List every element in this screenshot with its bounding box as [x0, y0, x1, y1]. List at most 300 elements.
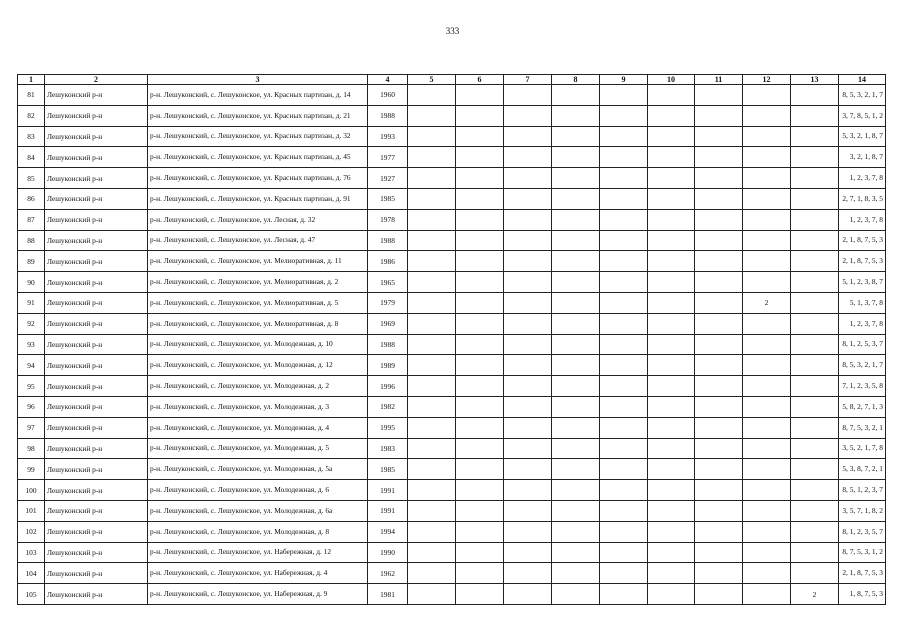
col11-cell [695, 230, 743, 251]
col10-cell [648, 105, 695, 126]
page-number: 333 [445, 26, 460, 36]
col7-cell [504, 459, 552, 480]
row-number-cell: 85 [18, 168, 45, 189]
col7-cell [504, 563, 552, 584]
table-row [18, 230, 886, 251]
col10-cell [648, 251, 695, 272]
col6-cell [456, 480, 504, 501]
address-cell: р-н. Лешуконский, с. Лешуконское, ул. Молодежная, д. 6 [148, 480, 368, 501]
col10-cell [648, 230, 695, 251]
year-cell: 1985 [368, 459, 408, 480]
year-cell: 1978 [368, 209, 408, 230]
column-header-2: 2 [45, 75, 148, 85]
column-header-13: 13 [791, 75, 839, 85]
col12-cell: 2 [743, 292, 791, 313]
col11-cell [695, 396, 743, 417]
row-number-cell: 90 [18, 272, 45, 293]
table-row [18, 542, 886, 563]
col6-cell [456, 85, 504, 106]
col5-cell [408, 480, 456, 501]
col14-cell: 5, 1, 3, 7, 8 [839, 292, 886, 313]
col9-cell [600, 292, 648, 313]
col9-cell [600, 334, 648, 355]
col13-cell [791, 417, 839, 438]
col12-cell [743, 251, 791, 272]
col8-cell [552, 251, 600, 272]
col11-cell [695, 438, 743, 459]
address-cell: р-н. Лешуконский, с. Лешуконское, ул. Красных партизан, д. 32 [148, 126, 368, 147]
col5-cell [408, 230, 456, 251]
col11-cell [695, 85, 743, 106]
row-number-cell: 100 [18, 480, 45, 501]
col13-cell [791, 355, 839, 376]
address-cell: р-н. Лешуконский, с. Лешуконское, ул. Лесная, д. 32 [148, 209, 368, 230]
col5-cell [408, 584, 456, 605]
col14-cell: 3, 2, 1, 8, 7 [839, 147, 886, 168]
table-row [18, 563, 886, 584]
col8-cell [552, 480, 600, 501]
year-cell: 1991 [368, 500, 408, 521]
table-row [18, 480, 886, 501]
address-cell: р-н. Лешуконский, с. Лешуконское, ул. Мелиоративная, д. 8 [148, 313, 368, 334]
col12-cell [743, 334, 791, 355]
col5-cell [408, 105, 456, 126]
col11-cell [695, 313, 743, 334]
col8-cell [552, 230, 600, 251]
col11-cell [695, 500, 743, 521]
col13-cell [791, 251, 839, 272]
col13-cell [791, 480, 839, 501]
col6-cell [456, 313, 504, 334]
column-header-3: 3 [148, 75, 368, 85]
col7-cell [504, 396, 552, 417]
col7-cell [504, 230, 552, 251]
col6-cell [456, 147, 504, 168]
col10-cell [648, 292, 695, 313]
table-row [18, 126, 886, 147]
col9-cell [600, 500, 648, 521]
col14-cell: 1, 2, 3, 7, 8 [839, 313, 886, 334]
row-number-cell: 98 [18, 438, 45, 459]
col12-cell [743, 396, 791, 417]
col14-cell: 5, 1, 2, 3, 8, 7 [839, 272, 886, 293]
table-row [18, 334, 886, 355]
col12-cell [743, 313, 791, 334]
address-cell: р-н. Лешуконский, с. Лешуконское, ул. Красных партизан, д. 91 [148, 188, 368, 209]
district-cell: Лешуконский р-н [45, 355, 148, 376]
col11-cell [695, 334, 743, 355]
year-cell: 1962 [368, 563, 408, 584]
col7-cell [504, 376, 552, 397]
address-cell: р-н. Лешуконский, с. Лешуконское, ул. Набережная, д. 9 [148, 584, 368, 605]
district-cell: Лешуконский р-н [45, 272, 148, 293]
col10-cell [648, 147, 695, 168]
district-cell: Лешуконский р-н [45, 334, 148, 355]
col14-cell: 2, 7, 1, 8, 3, 5 [839, 188, 886, 209]
col6-cell [456, 584, 504, 605]
district-cell: Лешуконский р-н [45, 438, 148, 459]
col10-cell [648, 355, 695, 376]
col7-cell [504, 355, 552, 376]
table-header-row [18, 75, 886, 85]
col9-cell [600, 396, 648, 417]
address-cell: р-н. Лешуконский, с. Лешуконское, ул. Молодежная, д. 4 [148, 417, 368, 438]
col6-cell [456, 355, 504, 376]
year-cell: 1979 [368, 292, 408, 313]
col10-cell [648, 563, 695, 584]
col12-cell [743, 542, 791, 563]
col14-cell: 5, 8, 2, 7, 1, 3 [839, 396, 886, 417]
col13-cell [791, 438, 839, 459]
year-cell: 1960 [368, 85, 408, 106]
col13-cell [791, 334, 839, 355]
address-cell: р-н. Лешуконский, с. Лешуконское, ул. Набережная, д. 12 [148, 542, 368, 563]
col7-cell [504, 417, 552, 438]
year-cell: 1965 [368, 272, 408, 293]
table-row [18, 168, 886, 189]
col14-cell: 8, 5, 1, 2, 3, 7 [839, 480, 886, 501]
row-number-cell: 105 [18, 584, 45, 605]
district-cell: Лешуконский р-н [45, 376, 148, 397]
col9-cell [600, 584, 648, 605]
col11-cell [695, 272, 743, 293]
col6-cell [456, 542, 504, 563]
district-cell: Лешуконский р-н [45, 542, 148, 563]
col13-cell [791, 292, 839, 313]
col8-cell [552, 168, 600, 189]
table-row [18, 251, 886, 272]
col5-cell [408, 500, 456, 521]
table-row [18, 105, 886, 126]
col13-cell [791, 209, 839, 230]
col13-cell [791, 563, 839, 584]
row-number-cell: 87 [18, 209, 45, 230]
row-number-cell: 86 [18, 188, 45, 209]
col6-cell [456, 563, 504, 584]
col6-cell [456, 272, 504, 293]
address-cell: р-н. Лешуконский, с. Лешуконское, ул. Молодежная, д. 2 [148, 376, 368, 397]
col6-cell [456, 292, 504, 313]
col6-cell [456, 230, 504, 251]
row-number-cell: 94 [18, 355, 45, 376]
col13-cell [791, 126, 839, 147]
col14-cell: 8, 1, 2, 3, 5, 7 [839, 521, 886, 542]
col5-cell [408, 292, 456, 313]
address-cell: р-н. Лешуконский, с. Лешуконское, ул. Набережная, д. 4 [148, 563, 368, 584]
col9-cell [600, 126, 648, 147]
table-row [18, 376, 886, 397]
table-row [18, 584, 886, 605]
col9-cell [600, 438, 648, 459]
col12-cell [743, 209, 791, 230]
col5-cell [408, 147, 456, 168]
col9-cell [600, 417, 648, 438]
year-cell: 1990 [368, 542, 408, 563]
col7-cell [504, 105, 552, 126]
column-header-9: 9 [600, 75, 648, 85]
col13-cell [791, 147, 839, 168]
col6-cell [456, 251, 504, 272]
column-header-12: 12 [743, 75, 791, 85]
col10-cell [648, 438, 695, 459]
row-number-cell: 92 [18, 313, 45, 334]
year-cell: 1969 [368, 313, 408, 334]
col7-cell [504, 126, 552, 147]
address-cell: р-н. Лешуконский, с. Лешуконское, ул. Красных партизан, д. 76 [148, 168, 368, 189]
col14-cell: 2, 1, 8, 7, 5, 3 [839, 251, 886, 272]
table-row [18, 417, 886, 438]
col9-cell [600, 105, 648, 126]
col12-cell [743, 85, 791, 106]
year-cell: 1981 [368, 584, 408, 605]
year-cell: 1927 [368, 168, 408, 189]
col10-cell [648, 126, 695, 147]
district-cell: Лешуконский р-н [45, 230, 148, 251]
col10-cell [648, 417, 695, 438]
table-row [18, 521, 886, 542]
district-cell: Лешуконский р-н [45, 126, 148, 147]
column-header-14: 14 [839, 75, 886, 85]
address-cell: р-н. Лешуконский, с. Лешуконское, ул. Мелиоративная, д. 5 [148, 292, 368, 313]
col10-cell [648, 584, 695, 605]
col13-cell [791, 542, 839, 563]
col13-cell [791, 168, 839, 189]
col7-cell [504, 188, 552, 209]
col6-cell [456, 126, 504, 147]
table-row [18, 313, 886, 334]
row-number-cell: 83 [18, 126, 45, 147]
col11-cell [695, 376, 743, 397]
district-cell: Лешуконский р-н [45, 292, 148, 313]
col8-cell [552, 500, 600, 521]
col8-cell [552, 584, 600, 605]
col9-cell [600, 251, 648, 272]
col8-cell [552, 105, 600, 126]
year-cell: 1988 [368, 105, 408, 126]
col10-cell [648, 209, 695, 230]
table-row [18, 459, 886, 480]
col6-cell [456, 209, 504, 230]
col6-cell [456, 459, 504, 480]
col5-cell [408, 376, 456, 397]
district-cell: Лешуконский р-н [45, 251, 148, 272]
row-number-cell: 93 [18, 334, 45, 355]
col14-cell: 1, 8, 7, 5, 3 [839, 584, 886, 605]
col5-cell [408, 334, 456, 355]
address-cell: р-н. Лешуконский, с. Лешуконское, ул. Мелиоративная, д. 11 [148, 251, 368, 272]
address-cell: р-н. Лешуконский, с. Лешуконское, ул. Молодежная, д. 3 [148, 396, 368, 417]
col14-cell: 8, 5, 3, 2, 1, 7 [839, 355, 886, 376]
year-cell: 1977 [368, 147, 408, 168]
col12-cell [743, 147, 791, 168]
col10-cell [648, 313, 695, 334]
col9-cell [600, 376, 648, 397]
district-cell: Лешуконский р-н [45, 584, 148, 605]
col14-cell: 5, 3, 8, 7, 2, 1 [839, 459, 886, 480]
col5-cell [408, 209, 456, 230]
col7-cell [504, 480, 552, 501]
col5-cell [408, 563, 456, 584]
district-cell: Лешуконский р-н [45, 500, 148, 521]
col11-cell [695, 584, 743, 605]
col8-cell [552, 188, 600, 209]
col9-cell [600, 272, 648, 293]
col5-cell [408, 126, 456, 147]
col14-cell: 8, 1, 2, 5, 3, 7 [839, 334, 886, 355]
column-header-6: 6 [456, 75, 504, 85]
col11-cell [695, 459, 743, 480]
col5-cell [408, 313, 456, 334]
address-cell: р-н. Лешуконский, с. Лешуконское, ул. Молодежная, д. 5а [148, 459, 368, 480]
col11-cell [695, 168, 743, 189]
col11-cell [695, 480, 743, 501]
col8-cell [552, 126, 600, 147]
column-header-11: 11 [695, 75, 743, 85]
col12-cell [743, 188, 791, 209]
row-number-cell: 104 [18, 563, 45, 584]
col14-cell: 8, 7, 5, 3, 2, 1 [839, 417, 886, 438]
col10-cell [648, 376, 695, 397]
col11-cell [695, 126, 743, 147]
address-cell: р-н. Лешуконский, с. Лешуконское, ул. Молодежная, д. 6а [148, 500, 368, 521]
col5-cell [408, 521, 456, 542]
col5-cell [408, 355, 456, 376]
col6-cell [456, 438, 504, 459]
col8-cell [552, 334, 600, 355]
col14-cell: 1, 2, 3, 7, 8 [839, 209, 886, 230]
col14-cell: 3, 5, 2, 1, 7, 8 [839, 438, 886, 459]
table-row [18, 438, 886, 459]
year-cell: 1995 [368, 417, 408, 438]
district-cell: Лешуконский р-н [45, 459, 148, 480]
table-row [18, 272, 886, 293]
col12-cell [743, 459, 791, 480]
col13-cell [791, 396, 839, 417]
col12-cell [743, 168, 791, 189]
col13-cell [791, 105, 839, 126]
row-number-cell: 81 [18, 85, 45, 106]
row-number-cell: 95 [18, 376, 45, 397]
year-cell: 1994 [368, 521, 408, 542]
col5-cell [408, 272, 456, 293]
col5-cell [408, 188, 456, 209]
address-cell: р-н. Лешуконский, с. Лешуконское, ул. Молодежная, д. 12 [148, 355, 368, 376]
col8-cell [552, 292, 600, 313]
row-number-cell: 89 [18, 251, 45, 272]
year-cell: 1989 [368, 355, 408, 376]
col9-cell [600, 521, 648, 542]
col14-cell: 8, 7, 5, 3, 1, 2 [839, 542, 886, 563]
col7-cell [504, 147, 552, 168]
col7-cell [504, 168, 552, 189]
col11-cell [695, 188, 743, 209]
col10-cell [648, 334, 695, 355]
col11-cell [695, 292, 743, 313]
col9-cell [600, 355, 648, 376]
col6-cell [456, 334, 504, 355]
col7-cell [504, 272, 552, 293]
col6-cell [456, 500, 504, 521]
col14-cell: 7, 1, 2, 3, 5, 8 [839, 376, 886, 397]
col12-cell [743, 563, 791, 584]
col10-cell [648, 500, 695, 521]
col12-cell [743, 376, 791, 397]
col13-cell [791, 272, 839, 293]
col11-cell [695, 251, 743, 272]
col6-cell [456, 188, 504, 209]
col14-cell: 2, 1, 8, 7, 5, 3 [839, 230, 886, 251]
col9-cell [600, 459, 648, 480]
table-row [18, 209, 886, 230]
column-header-10: 10 [648, 75, 695, 85]
col10-cell [648, 168, 695, 189]
address-cell: р-н. Лешуконский, с. Лешуконское, ул. Красных партизан, д. 14 [148, 85, 368, 106]
col12-cell [743, 521, 791, 542]
col8-cell [552, 438, 600, 459]
year-cell: 1993 [368, 126, 408, 147]
col7-cell [504, 521, 552, 542]
col13-cell [791, 376, 839, 397]
col7-cell [504, 542, 552, 563]
col13-cell [791, 85, 839, 106]
row-number-cell: 96 [18, 396, 45, 417]
row-number-cell: 99 [18, 459, 45, 480]
col5-cell [408, 396, 456, 417]
col8-cell [552, 459, 600, 480]
col14-cell: 3, 7, 8, 5, 1, 2 [839, 105, 886, 126]
col9-cell [600, 85, 648, 106]
col8-cell [552, 417, 600, 438]
row-number-cell: 103 [18, 542, 45, 563]
col7-cell [504, 438, 552, 459]
district-cell: Лешуконский р-н [45, 209, 148, 230]
row-number-cell: 97 [18, 417, 45, 438]
col6-cell [456, 168, 504, 189]
col7-cell [504, 313, 552, 334]
col5-cell [408, 85, 456, 106]
row-number-cell: 84 [18, 147, 45, 168]
table-row [18, 355, 886, 376]
row-number-cell: 82 [18, 105, 45, 126]
col10-cell [648, 542, 695, 563]
col12-cell [743, 355, 791, 376]
col13-cell: 2 [791, 584, 839, 605]
year-cell: 1982 [368, 396, 408, 417]
table-row [18, 147, 886, 168]
table-row [18, 292, 886, 313]
col10-cell [648, 272, 695, 293]
col9-cell [600, 188, 648, 209]
col8-cell [552, 355, 600, 376]
row-number-cell: 102 [18, 521, 45, 542]
col12-cell [743, 584, 791, 605]
col8-cell [552, 563, 600, 584]
col7-cell [504, 334, 552, 355]
column-header-7: 7 [504, 75, 552, 85]
year-cell: 1985 [368, 188, 408, 209]
col8-cell [552, 313, 600, 334]
col5-cell [408, 168, 456, 189]
col14-cell: 2, 1, 8, 7, 5, 3 [839, 563, 886, 584]
col7-cell [504, 584, 552, 605]
address-cell: р-н. Лешуконский, с. Лешуконское, ул. Молодежная, д. 10 [148, 334, 368, 355]
col10-cell [648, 396, 695, 417]
col10-cell [648, 85, 695, 106]
address-cell: р-н. Лешуконский, с. Лешуконское, ул. Красных партизан, д. 21 [148, 105, 368, 126]
col11-cell [695, 147, 743, 168]
col10-cell [648, 480, 695, 501]
col11-cell [695, 355, 743, 376]
